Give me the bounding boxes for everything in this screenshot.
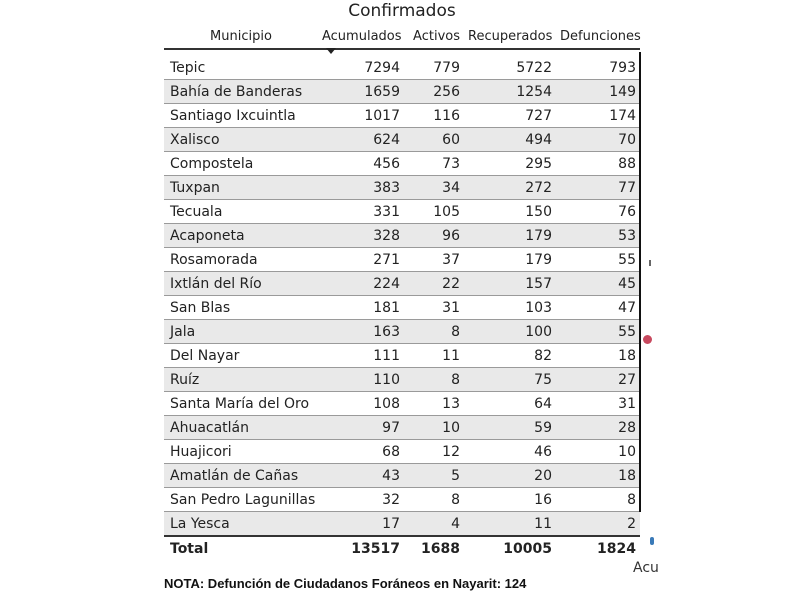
column-header-acumulados-label: Acumulados [322,28,402,44]
cell-defunciones: 55 [556,248,640,272]
cell-recuperados: 11 [464,512,556,537]
cell-recuperados: 179 [464,224,556,248]
cell-municipio: Ruíz [164,368,318,392]
table-row[interactable] [164,344,640,368]
cell-recuperados: 46 [464,440,556,464]
total-defunciones: 1824 [556,536,640,561]
cell-recuperados: 1254 [464,80,556,104]
cell-activos: 60 [404,128,464,152]
table-row[interactable] [164,512,640,537]
cell-activos: 8 [404,488,464,512]
cell-acumulados: 32 [318,488,404,512]
cell-recuperados: 64 [464,392,556,416]
total-recuperados: 10005 [464,536,556,561]
cell-defunciones: 31 [556,392,640,416]
cell-activos: 256 [404,80,464,104]
cell-recuperados: 727 [464,104,556,128]
table-row[interactable] [164,176,640,200]
cell-defunciones: 8 [556,488,640,512]
cell-activos: 11 [404,344,464,368]
cell-activos: 22 [404,272,464,296]
cell-acumulados: 224 [318,272,404,296]
cell-acumulados: 271 [318,248,404,272]
cell-defunciones: 77 [556,176,640,200]
cell-municipio: Xalisco [164,128,318,152]
column-header-defunciones[interactable]: Defunciones [560,28,641,44]
cell-municipio: Tecuala [164,200,318,224]
cell-recuperados: 59 [464,416,556,440]
table-row[interactable] [164,152,640,176]
cell-recuperados: 295 [464,152,556,176]
table-row[interactable] [164,224,640,248]
cell-municipio: Santa María del Oro [164,392,318,416]
cell-defunciones: 18 [556,344,640,368]
cell-municipio: San Pedro Lagunillas [164,488,318,512]
cell-activos: 8 [404,320,464,344]
cell-activos: 96 [404,224,464,248]
cell-recuperados: 82 [464,344,556,368]
cell-defunciones: 2 [556,512,640,537]
footnote: NOTA: Defunción de Ciudadanos Foráneos en Nayarit: 124 [164,576,527,591]
cell-activos: 34 [404,176,464,200]
cell-municipio: Santiago Ixcuintla [164,104,318,128]
cell-recuperados: 100 [464,320,556,344]
table-row[interactable] [164,128,640,152]
cell-municipio: Del Nayar [164,344,318,368]
cell-acumulados: 624 [318,128,404,152]
cell-recuperados: 494 [464,128,556,152]
table-row[interactable] [164,416,640,440]
total-acumulados: 13517 [318,536,404,561]
sort-descending-icon[interactable] [326,48,336,54]
cell-defunciones: 70 [556,128,640,152]
cell-acumulados: 108 [318,392,404,416]
cell-municipio: Tepic [164,56,318,80]
cell-recuperados: 20 [464,464,556,488]
column-header-activos[interactable]: Activos [413,28,460,44]
cell-recuperados: 150 [464,200,556,224]
table-row[interactable] [164,296,640,320]
table-row[interactable] [164,104,640,128]
total-activos: 1688 [404,536,464,561]
total-row [164,536,640,561]
cell-recuperados: 75 [464,368,556,392]
cell-activos: 12 [404,440,464,464]
cell-activos: 116 [404,104,464,128]
cell-acumulados: 456 [318,152,404,176]
cell-acumulados: 68 [318,440,404,464]
cell-defunciones: 53 [556,224,640,248]
cell-recuperados: 5722 [464,56,556,80]
red-marker-dot [643,335,652,344]
cell-defunciones: 55 [556,320,640,344]
table-row[interactable] [164,56,640,80]
table-row[interactable] [164,320,640,344]
cell-activos: 779 [404,56,464,80]
table-row[interactable] [164,272,640,296]
cell-acumulados: 43 [318,464,404,488]
cell-defunciones: 174 [556,104,640,128]
cell-defunciones: 88 [556,152,640,176]
cell-municipio: San Blas [164,296,318,320]
column-header-municipio[interactable]: Municipio [210,28,272,44]
table-row[interactable] [164,440,640,464]
cell-activos: 73 [404,152,464,176]
cell-municipio: Ahuacatlán [164,416,318,440]
cell-municipio: Bahía de Banderas [164,80,318,104]
cell-activos: 37 [404,248,464,272]
table-row[interactable] [164,80,640,104]
cell-activos: 5 [404,464,464,488]
cell-recuperados: 16 [464,488,556,512]
cell-acumulados: 111 [318,344,404,368]
table-row[interactable] [164,392,640,416]
cell-acumulados: 383 [318,176,404,200]
table-row[interactable] [164,368,640,392]
cell-acumulados: 163 [318,320,404,344]
cell-recuperados: 103 [464,296,556,320]
cell-defunciones: 27 [556,368,640,392]
table-title: Confirmados [348,1,456,21]
clipped-label: Acu [633,560,659,576]
cell-acumulados: 7294 [318,56,404,80]
total-label: Total [164,536,318,561]
cell-acumulados: 97 [318,416,404,440]
cell-municipio: Huajicori [164,440,318,464]
confirmados-table [164,24,640,561]
blue-marker [650,537,654,545]
cell-municipio: Tuxpan [164,176,318,200]
cell-municipio: La Yesca [164,512,318,537]
cell-activos: 31 [404,296,464,320]
cell-acumulados: 1659 [318,80,404,104]
cell-activos: 10 [404,416,464,440]
cell-municipio: Amatlán de Cañas [164,464,318,488]
cell-acumulados: 331 [318,200,404,224]
cell-defunciones: 45 [556,272,640,296]
cell-municipio: Ixtlán del Río [164,272,318,296]
cell-defunciones: 149 [556,80,640,104]
table-row[interactable] [164,464,640,488]
cell-defunciones: 10 [556,440,640,464]
cell-acumulados: 328 [318,224,404,248]
cell-acumulados: 110 [318,368,404,392]
column-header-acumulados[interactable] [318,24,404,49]
cell-municipio: Jala [164,320,318,344]
cell-defunciones: 18 [556,464,640,488]
cell-municipio: Compostela [164,152,318,176]
table-row[interactable] [164,248,640,272]
cell-acumulados: 17 [318,512,404,537]
cell-recuperados: 157 [464,272,556,296]
cell-defunciones: 793 [556,56,640,80]
cell-acumulados: 1017 [318,104,404,128]
cell-municipio: Acaponeta [164,224,318,248]
cell-defunciones: 28 [556,416,640,440]
cell-defunciones: 76 [556,200,640,224]
cell-activos: 105 [404,200,464,224]
cell-recuperados: 179 [464,248,556,272]
cell-municipio: Rosamorada [164,248,318,272]
cell-activos: 8 [404,368,464,392]
table-row[interactable] [164,488,640,512]
cell-activos: 4 [404,512,464,537]
table-row[interactable] [164,200,640,224]
scroll-divider [639,52,641,512]
column-header-recuperados[interactable]: Recuperados [468,28,553,44]
cell-activos: 13 [404,392,464,416]
cell-defunciones: 47 [556,296,640,320]
cell-recuperados: 272 [464,176,556,200]
tick-mark [649,260,651,266]
cell-acumulados: 181 [318,296,404,320]
